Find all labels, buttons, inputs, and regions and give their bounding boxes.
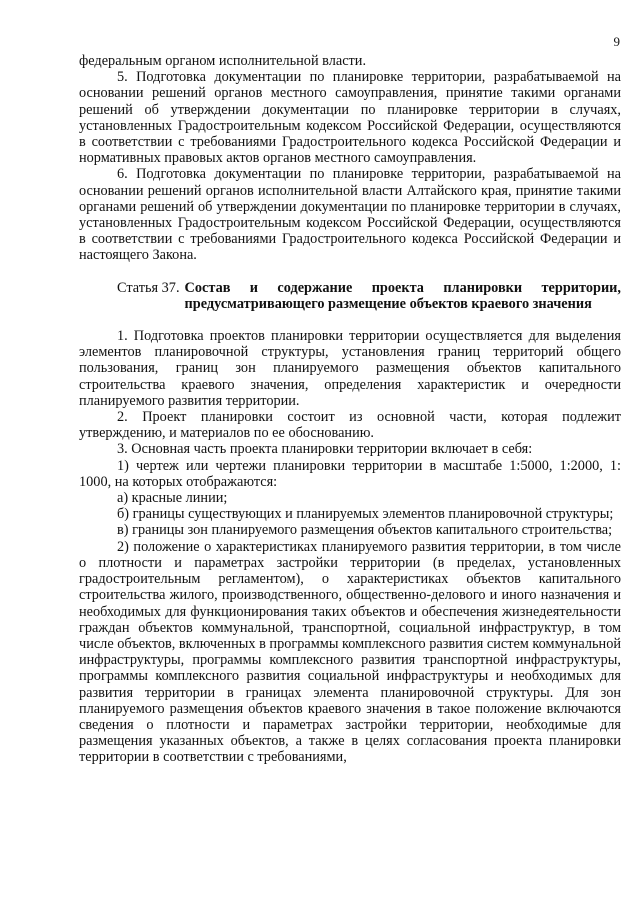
document-body (79, 53, 621, 766)
paragraph: 1. Подготовка проектов планировки территории осуществляется для выделения элементов планировочной структуры, установления границ территорий общего пользования, границ зон планируемого размещения объектов капитального строительства краевого значения, определения характеристик и очередности планируемого развития территории. (79, 328, 621, 409)
paragraph: 2. Проект планировки состоит из основной части, которая подлежит утверждению, и материалов по ее обоснованию. (79, 409, 621, 442)
paragraph: 6. Подготовка документации по планировке территории, разрабатываемой на основании решений органов исполнительной власти Алтайского края, принятие такими органами решений об утверждении документации по планировке территории в случаях, установленных Градостроительным кодексом Российской Федерации, осуществляются в соответствии с требованиями Градостроительного кодекса Российской Федерации и настоящего Закона. (79, 166, 621, 264)
list-item: 2) положение о характеристиках планируемого развития территории, в том числе о плотности и параметрах застройки территории (в пределах, установленных градостроительным регламентом), о характеристиках объектов капитального строительства жилого, производственного, общественно-делового и иного назначения и необходимых для функционирования таких объектов и обеспечения жизнедеятельности граждан объектов коммунальной, транспортной, социальной инфраструктур, в том числе объектов, включенных в программы комплексного развития систем коммунальной инфраструктуры, программы комплексного развития транспортной инфраструктуры, программы комплексного развития социальной инфраструктуры и необходимых для развития территории в границах элемента планировочной структуры. Для зон планируемого размещения объектов краевого значения в такое положение включаются сведения о плотности и параметрах застройки территории, необходимые для размещения указанных объектов, а также в целях согласования проекта планировки территории в соответствии с требованиями, (79, 538, 621, 766)
list-item: 1) чертеж или чертежи планировки территории в масштабе 1:5000, 1:2000, 1: 1000, на которых отображаются: (79, 457, 621, 490)
paragraph: 5. Подготовка документации по планировке территории, разрабатываемой на основании решений органов местного самоуправления, принятие такими органами решений об утверждении документации по планировке территории в случаях, установленных Градостроительным кодексом Российской Федерации, осуществляются в соответствии с требованиями Градостроительного кодекса Российской Федерации и нормативных правовых актов органов местного самоуправления. (79, 69, 621, 167)
list-item: в) границы зон планируемого размещения объектов капитального строительства; (117, 522, 613, 539)
list-item: а) красные линии; (117, 490, 228, 507)
paragraph: федеральным органом исполнительной власти. (79, 53, 367, 69)
article-heading (79, 280, 621, 312)
article-number: Статья 37. (117, 279, 180, 296)
paragraph: 3. Основная часть проекта планировки территории включает в себя: (117, 441, 533, 458)
page-number: 9 (613, 34, 620, 49)
article-title: Состав и содержание проекта планировки территории, предусматривающего размещение объектов краевого значения (184, 279, 621, 312)
list-item: б) границы существующих и планируемых элементов планировочной структуры; (117, 506, 614, 523)
